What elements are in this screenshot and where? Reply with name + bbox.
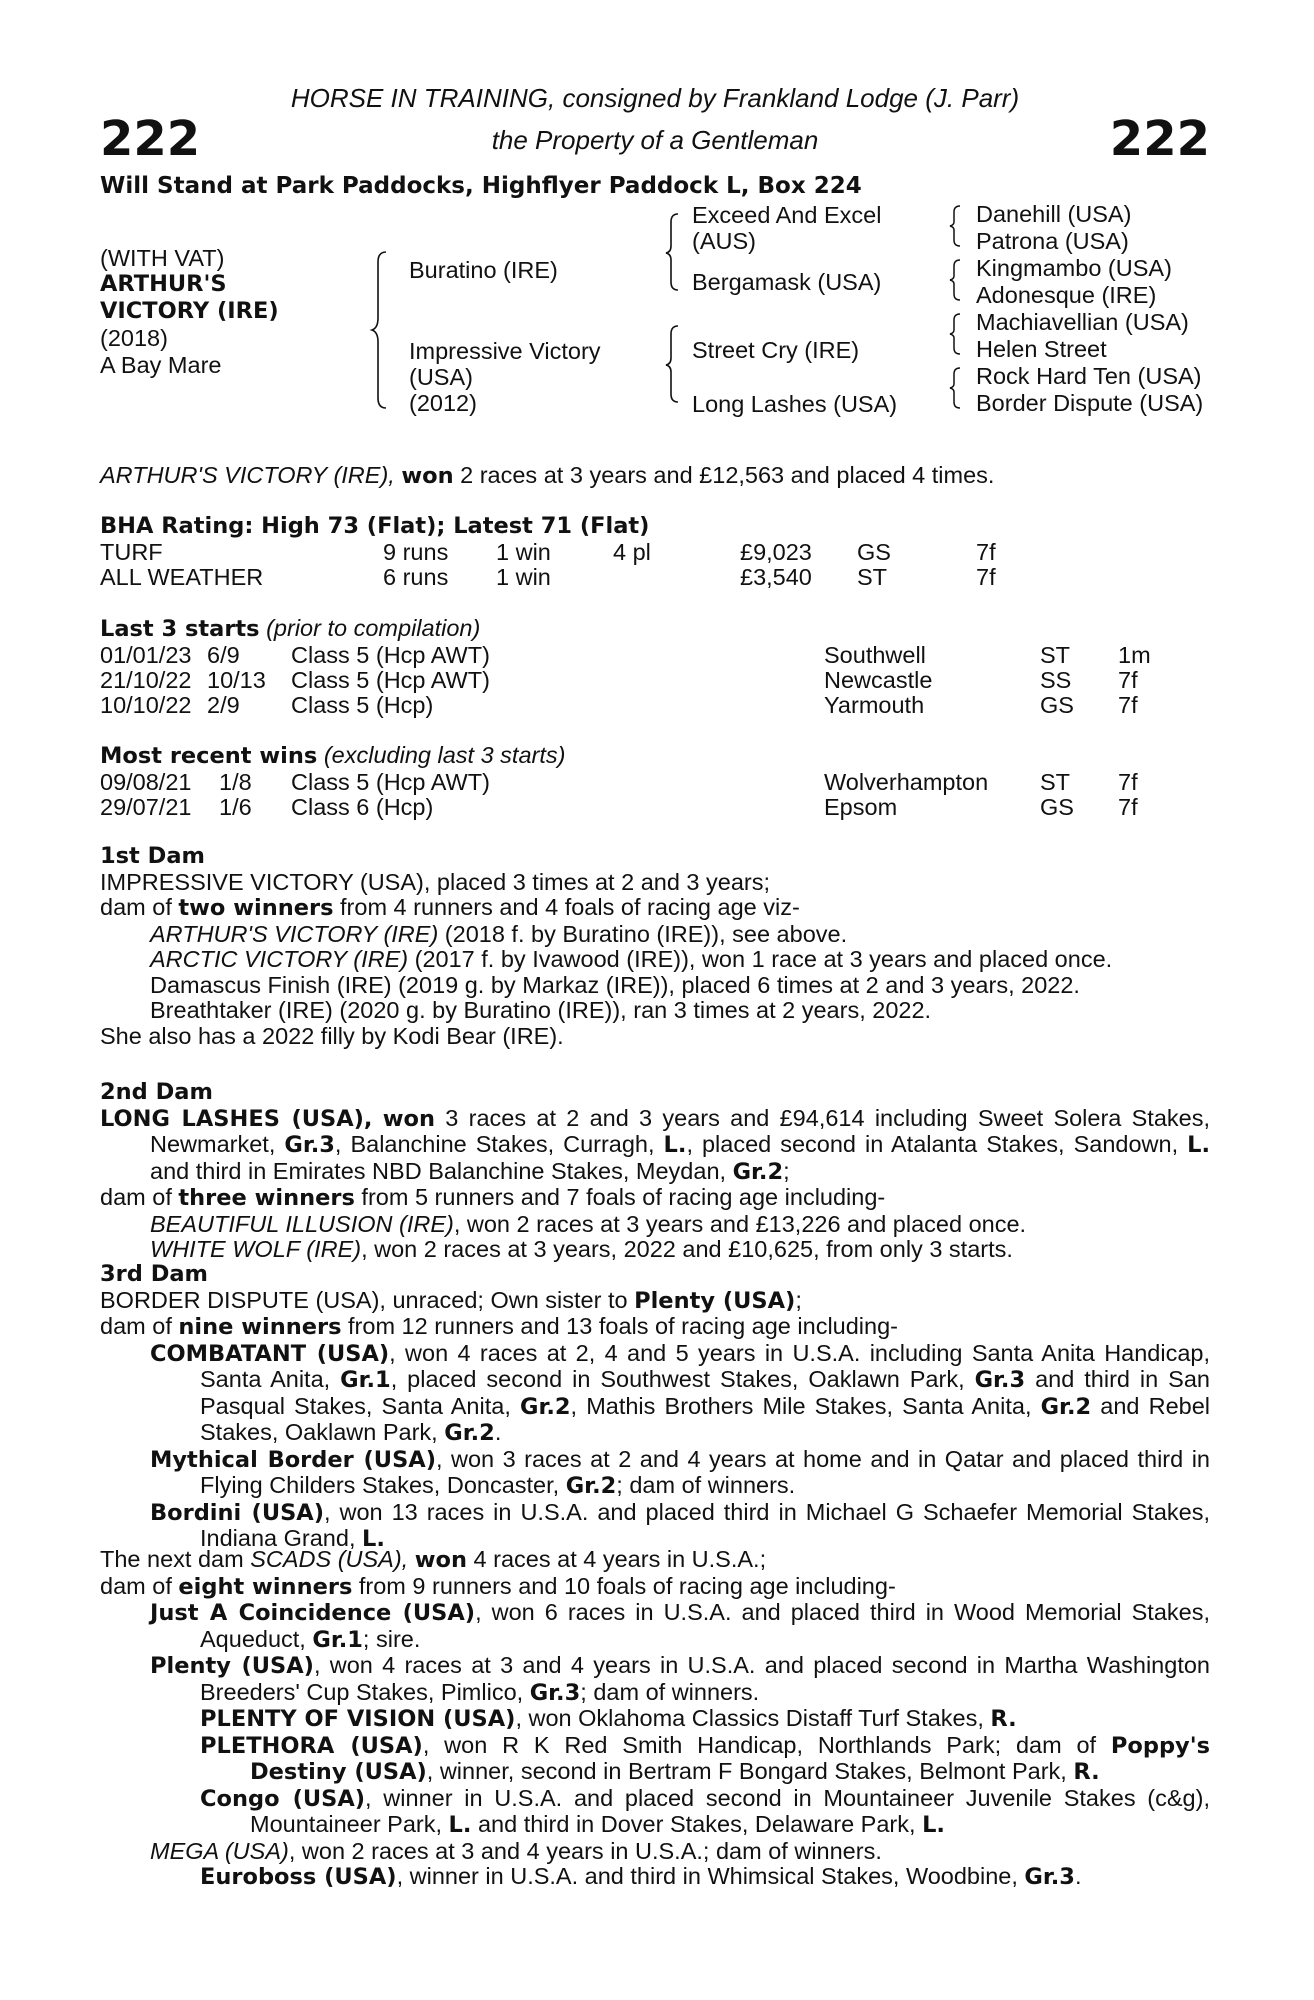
- third-dam-produce-line: dam of nine winners from 12 runners and 13 foals of racing age including-: [100, 1313, 898, 1340]
- next-dam-produce-line: dam of eight winners from 9 runners and 10 foals of racing age including-: [100, 1572, 896, 1600]
- first-dam-section: [100, 844, 1210, 1049]
- offspring-line: Damascus Finish (IRE) (2019 g. by Markaz (IRE)), placed 6 times at 2 and 3 years, 2022.: [150, 971, 1080, 998]
- lot-number-right: 222: [1109, 111, 1210, 167]
- ratings-row: ALL WEATHER 6 runs 1 win £3,540 ST 7f: [100, 563, 996, 590]
- pedigree-ssd: Patrona (USA): [976, 228, 1129, 254]
- pedigree-ss-line1: Exceed And Excel: [692, 202, 882, 228]
- first-dam-note: She also has a 2022 filly by Kodi Bear (IRE).: [100, 1022, 564, 1049]
- win-row: 09/08/21 1/8 Class 5 (Hcp AWT) Wolverhampton ST 7f: [100, 768, 1138, 795]
- pedigree-dd: Long Lashes (USA): [692, 391, 898, 417]
- pedigree-sds: Kingmambo (USA): [976, 255, 1172, 281]
- offspring-line: WHITE WOLF (IRE), won 2 races at 3 years, 2022 and £10,625, from only 3 starts.: [150, 1236, 1013, 1262]
- grand-offspring-entry: PLENTY OF VISION (USA), won Oklahoma Classics Distaff Turf Stakes, R.: [200, 1705, 1017, 1732]
- win-row: 29/07/21 1/6 Class 6 (Hcp) Epsom GS 7f: [100, 793, 1138, 820]
- second-dam-record: LONG LASHES (USA), won 3 races at 2 and 3 years and £94,614 including Sweet Solera Stakes, Newmarket, Gr.3, Balanchine Stakes, Curragh, L., placed second in Atalanta Stakes, Sandown, L. and third in Emirates NBD Balanchine Stakes, Meydan, Gr.2;: [100, 1104, 1211, 1185]
- offspring-entry: Mythical Border (USA), won 3 races at 2 and 4 years at home and in Qatar and placed third in Flying Childers Stakes, Doncaster, Gr.2; dam of winners.: [150, 1445, 1210, 1499]
- grand-offspring-entry: Euroboss (USA), winner in U.S.A. and third in Whimsical Stakes, Woodbine, Gr.3.: [200, 1863, 1082, 1890]
- start-row: 21/10/22 10/13 Class 5 (Hcp AWT) Newcastle SS 7f: [100, 666, 1138, 693]
- recent-wins-heading: Most recent wins (excluding last 3 starts): [100, 742, 566, 769]
- property-line: the Property of a Gentleman: [491, 125, 819, 155]
- pedigree-brace-sire: [666, 212, 684, 292]
- grand-offspring-entry: PLETHORA (USA), won R K Red Smith Handicap, Northlands Park; dam of Poppy's Destiny (USA), winner, second in Bertram F Bongard Stakes, Belmont Park, R.: [200, 1731, 1210, 1785]
- pedigree-dam-line2: (USA): [409, 364, 473, 390]
- second-dam-section: [100, 1080, 1210, 1263]
- second-dam-produce-line: dam of three winners from 5 runners and 7 foals of racing age including-: [100, 1184, 886, 1211]
- pedigree-ss-line2: (AUS): [692, 228, 756, 254]
- next-dam-line: The next dam SCADS (USA), won 4 races at 4 years in U.S.A.;: [100, 1546, 767, 1573]
- ratings-section: [100, 514, 1210, 590]
- start-row: 01/01/23 6/9 Class 5 (Hcp AWT) Southwell ST 1m: [100, 641, 1151, 668]
- third-dam-line: BORDER DISPUTE (USA), unraced; Own sister to Plenty (USA);: [100, 1286, 802, 1314]
- offspring-entry: Plenty (USA), won 4 races at 3 and 4 years in U.S.A. and placed second in Martha Washington Breeders' Cup Stakes, Pimlico, Gr.3; dam of winners.: [150, 1652, 1210, 1706]
- pedigree-sss: Danehill (USA): [976, 201, 1132, 227]
- pedigree-brace-sd: [950, 258, 964, 302]
- horse-name-line1: ARTHUR'S: [100, 271, 227, 297]
- offspring-line: Breathtaker (IRE) (2020 g. by Buratino (IRE)), ran 3 times at 2 years, 2022.: [150, 997, 932, 1023]
- most-recent-wins: [100, 743, 1210, 820]
- offspring-line: ARCTIC VICTORY (IRE) (2017 f. by Ivawood (IRE)), won 1 race at 3 years and placed once.: [150, 946, 1113, 972]
- location-line: Will Stand at Park Paddocks, Highflyer Paddock L, Box 224: [100, 173, 862, 199]
- lot-number-left: 222: [100, 111, 201, 167]
- pedigree-dds: Rock Hard Ten (USA): [976, 363, 1202, 389]
- pedigree-brace-dd: [950, 366, 964, 410]
- pedigree-ds: Street Cry (IRE): [692, 337, 860, 363]
- start-row: 10/10/22 2/9 Class 5 (Hcp) Yarmouth GS 7f: [100, 691, 1138, 718]
- pedigree-sire: Buratino (IRE): [409, 257, 558, 283]
- offspring-entry: COMBATANT (USA), won 4 races at 2, 4 and 5 years in U.S.A. including Santa Anita Handicap, Santa Anita, Gr.1, placed second in Southwest Stakes, Oaklawn Park, Gr.3 and third in San Pasqual Stakes, Santa Anita, Gr.2, Mathis Brothers Mile Stakes, Santa Anita, Gr.2 and Rebel Stakes, Oaklawn Park, Gr.2.: [150, 1339, 1211, 1446]
- third-dam-heading: 3rd Dam: [100, 1261, 208, 1287]
- race-summary: ARTHUR'S VICTORY (IRE), won 2 races at 3 years and £12,563 and placed 4 times.: [100, 462, 995, 489]
- offspring-entry: Just A Coincidence (USA), won 6 races in U.S.A. and placed third in Wood Memorial Stakes, Aqueduct, Gr.1; sire.: [150, 1599, 1210, 1653]
- pedigree-dss: Machiavellian (USA): [976, 309, 1189, 335]
- last-three-heading: Last 3 starts (prior to compilation): [100, 615, 481, 642]
- pedigree-dsd: Helen Street: [976, 336, 1107, 362]
- ratings-row: TURF 9 runs 1 win 4 pl £9,023 GS 7f: [100, 538, 996, 565]
- first-dam-produce-line: dam of two winners from 4 runners and 4 foals of racing age viz-: [100, 894, 800, 921]
- pedigree-sdd: Adonesque (IRE): [976, 282, 1157, 308]
- last-three-starts: [100, 616, 1210, 718]
- offspring-line: BEAUTIFUL ILLUSION (IRE), won 2 races at 3 years and £13,226 and placed once.: [150, 1210, 1027, 1237]
- offspring-entry: MEGA (USA), won 2 races at 3 and 4 years in U.S.A.; dam of winners.: [150, 1837, 882, 1864]
- pedigree-sd: Bergamask (USA): [692, 269, 882, 295]
- pedigree-dam-line1: Impressive Victory: [409, 338, 601, 364]
- first-dam-heading: 1st Dam: [100, 843, 205, 869]
- first-dam-line: IMPRESSIVE VICTORY (USA), placed 3 times at 2 and 3 years;: [100, 868, 771, 895]
- second-dam-heading: 2nd Dam: [100, 1079, 213, 1105]
- horse-year: (2018): [100, 325, 168, 351]
- next-dam-section: [100, 1547, 1210, 1891]
- pedigree-brace-main: [372, 250, 392, 410]
- pedigree-dam-line3: (2012): [409, 390, 477, 416]
- offspring-line: ARTHUR'S VICTORY (IRE) (2018 f. by Buratino (IRE)), see above.: [150, 920, 848, 947]
- pedigree-brace-ds: [950, 312, 964, 356]
- pedigree-brace-dam: [666, 324, 684, 404]
- horse-description: A Bay Mare: [100, 352, 222, 378]
- pedigree-ddd: Border Dispute (USA): [976, 390, 1204, 416]
- ratings-heading: BHA Rating: High 73 (Flat); Latest 71 (Flat): [100, 513, 650, 539]
- consignor-line: HORSE IN TRAINING, consigned by Frankland Lodge (J. Parr): [290, 83, 1020, 113]
- pedigree-brace-ss: [950, 204, 964, 248]
- horse-name-line2: VICTORY (IRE): [100, 298, 279, 324]
- third-dam-section: [100, 1262, 1210, 1553]
- vat-label: (WITH VAT): [100, 245, 225, 271]
- offspring-entry: Bordini (USA), won 13 races in U.S.A. and placed third in Michael G Schaefer Memorial Stakes, Indiana Grand, L.: [150, 1498, 1210, 1552]
- grand-offspring-entry: Congo (USA), winner in U.S.A. and placed second in Mountaineer Juvenile Stakes (c&g), Mountaineer Park, L. and third in Dover Stakes, Delaware Park, L.: [200, 1784, 1210, 1838]
